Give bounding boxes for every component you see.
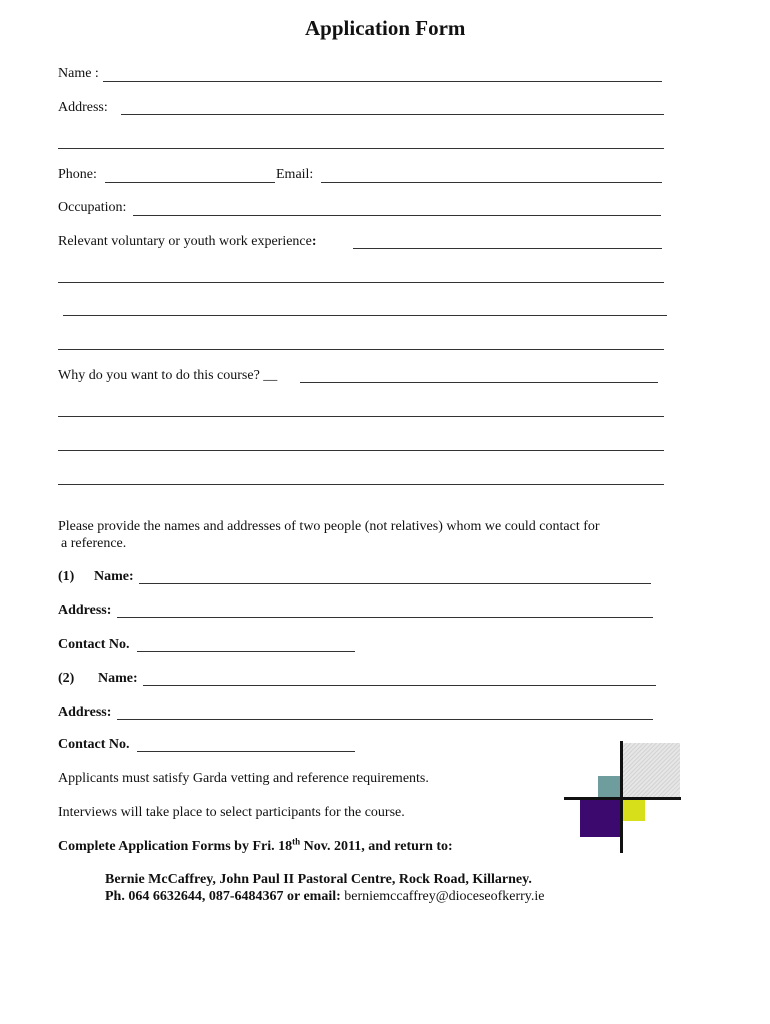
interviews-note: Interviews will take place to select participants for the course.: [58, 805, 405, 820]
experience-label: [58, 234, 317, 250]
name-field[interactable]: [103, 81, 662, 82]
deadline-text: [58, 836, 453, 855]
experience-field-line-2[interactable]: [58, 282, 664, 283]
deadline-prefix: Complete Application Forms by Fri. 18: [58, 839, 293, 854]
occupation-label: Occupation:: [58, 200, 127, 215]
ref2-number: (2): [58, 671, 75, 686]
logo-vertical-bar: [620, 741, 623, 853]
why-field[interactable]: [300, 382, 658, 383]
logo-yellow-square: [623, 799, 645, 821]
why-field-line-4[interactable]: [58, 484, 664, 485]
ref1-name-field[interactable]: [139, 583, 651, 584]
email-label: Email:: [276, 167, 314, 182]
ref1-contact-field[interactable]: [137, 651, 355, 652]
why-label: Why do you want to do this course? __: [58, 368, 278, 383]
references-intro-line-2: a reference.: [61, 536, 127, 551]
address-label: Address:: [58, 100, 108, 115]
ref2-address-label: Address:: [58, 705, 112, 720]
experience-label-text: Relevant voluntary or youth work experience: [58, 234, 312, 249]
contact-email-link[interactable]: berniemccaffrey@dioceseofkerry.ie: [344, 889, 545, 904]
experience-field-line-3[interactable]: [63, 315, 667, 316]
phone-field[interactable]: [105, 182, 275, 183]
ref1-address-field[interactable]: [117, 617, 653, 618]
ref1-number: (1): [58, 569, 75, 584]
deadline-suffix: Nov. 2011, and return to:: [300, 839, 453, 854]
experience-label-colon: :: [311, 234, 317, 249]
ref2-name-label: Name:: [98, 671, 138, 686]
ref2-name-field[interactable]: [143, 685, 656, 686]
logo-purple-square: [580, 799, 621, 837]
deadline-sup: th: [292, 836, 301, 847]
why-field-line-2[interactable]: [58, 416, 664, 417]
ref2-address-field[interactable]: [117, 719, 653, 720]
why-field-line-3[interactable]: [58, 450, 664, 451]
occupation-field[interactable]: [133, 215, 661, 216]
experience-field-line-4[interactable]: [58, 349, 664, 350]
email-field[interactable]: [321, 182, 662, 183]
ref1-address-label: Address:: [58, 603, 112, 618]
ref2-contact-field[interactable]: [137, 751, 355, 752]
vetting-note: Applicants must satisfy Garda vetting and reference requirements.: [58, 771, 429, 786]
page-title: Application Form: [305, 16, 466, 40]
name-label: Name :: [58, 66, 99, 81]
experience-field[interactable]: [353, 248, 662, 249]
contact-phone: Ph. 064 6632644, 087-6484367 or email:: [105, 889, 345, 904]
address-field[interactable]: [121, 114, 664, 115]
ref1-contact-label: Contact No.: [58, 637, 130, 652]
logo-gray-square: [622, 743, 680, 799]
contact-line-1: Bernie McCaffrey, John Paul II Pastoral Centre, Rock Road, Killarney.: [105, 872, 532, 887]
ref2-contact-label: Contact No.: [58, 737, 130, 752]
address-field-line-2[interactable]: [58, 148, 664, 149]
ref1-name-label: Name:: [94, 569, 134, 584]
logo-teal-square: [598, 776, 622, 798]
contact-line-2: [105, 889, 545, 905]
references-intro-line-1: Please provide the names and addresses of two people (not relatives) whom we could contact for: [58, 519, 600, 534]
phone-label: Phone:: [58, 167, 97, 182]
